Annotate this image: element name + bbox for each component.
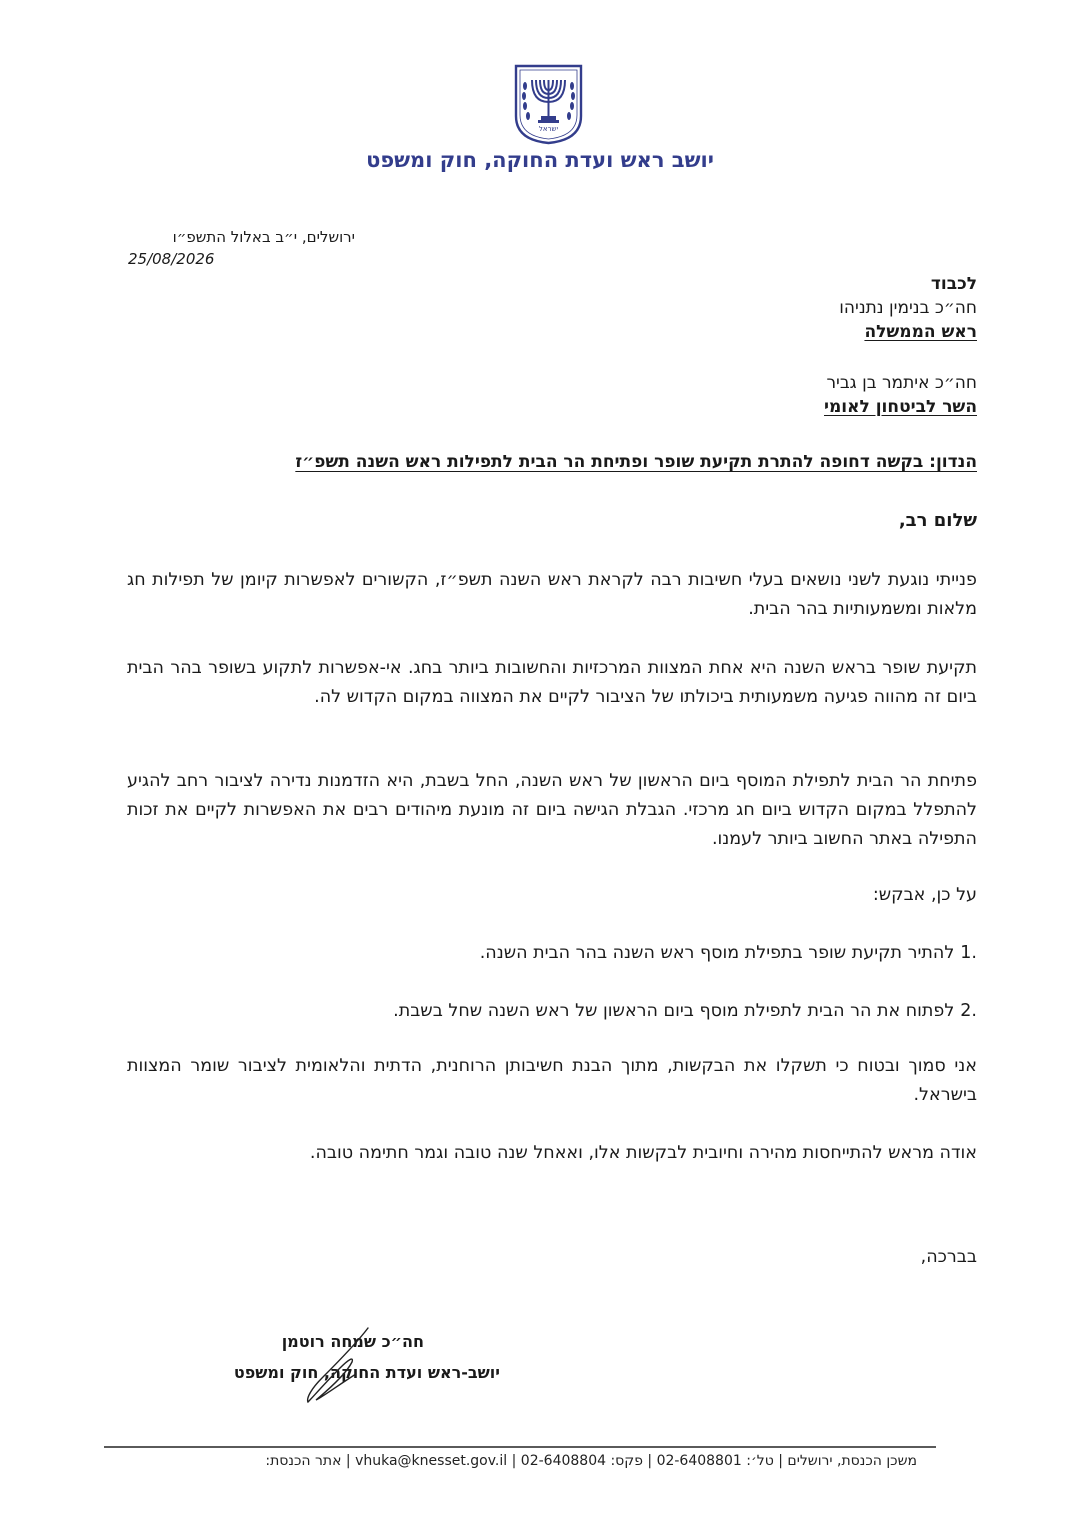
- salutation: לכבוד: [930, 274, 977, 294]
- footer-contact: משכן הכנסת, ירושלים | טל׳: 02-6408801 | פקס: 02-6408804 | vhuka@knesset.gov.il | אתר הכנסת:: [265, 1453, 917, 1469]
- recipient-2-title: השר לביטחון לאומי: [824, 397, 977, 417]
- request-item-1: [480, 939, 977, 968]
- request-item-2: [393, 997, 977, 1026]
- date-block: [70, 226, 355, 270]
- paragraph-confidence: אני סמוך ובטוח כי תשקלו את הבקשות, מתוך הבנת חשיבותן הרוחנית, הדתית והלאומית לציבור שומר המצוות בישראל.: [127, 1056, 977, 1105]
- greeting: שלום רב,: [898, 510, 977, 531]
- request-number: 1.: [960, 943, 977, 963]
- office-title: יושב ראש ועדת החוקה, חוק ומשפט: [366, 148, 714, 172]
- closing: בברכה,: [920, 1247, 977, 1267]
- signatory-title: יושב-ראש ועדת החוקה, חוק ומשפט: [233, 1363, 500, 1382]
- recipient-1-title: ראש הממשלה: [864, 322, 977, 342]
- handwritten-signature: [296, 1326, 396, 1404]
- recipient-2-name: חה״כ איתמר בן גביר: [826, 373, 977, 393]
- signatory-name: חה״כ שמחה רוטמן: [281, 1332, 424, 1351]
- footer-divider: [104, 1446, 936, 1448]
- recipient-1-name: חה״כ בנימין נתניהו: [839, 298, 977, 318]
- paragraph-temple-mount: פתיחת הר הבית לתפילת המוסף ביום הראשון של ראש השנה, החל בשבת, היא הזדמנות נדירה לציבור רחב להגיע להתפלל במקום הקדוש ביום חג מרכזי. הגבלת הגישה ביום זה מונעת מיהודים רבים את האפשרות לקיים את זכות התפילה באתר החשוב ביותר לעמנו.: [127, 771, 977, 849]
- paragraph-thanks: אודה מראש להתייחסות מהירה וחיובית לבקשות אלו, ואאחל שנה טובה וגמר חתימה טובה.: [309, 1143, 977, 1163]
- emblem-text: ישראל: [538, 125, 559, 133]
- hebrew-date: ירושלים, י״ב באלול התשפ״ו: [172, 228, 355, 246]
- request-number: 2.: [960, 1001, 977, 1021]
- request-text: להתיר תקיעת שופר בתפילת מוסף ראש השנה בהר הבית השנה.: [479, 943, 955, 963]
- paragraph-intro: פנייתי נוגעת לשני נושאים בעלי חשיבות רבה לקראת ראש השנה תשפ״ז, הקשורים לאפשרות קיומן של תפילות חג מלאות ומשמעותיות בהר הבית.: [127, 570, 977, 619]
- subject-line: הנדון: בקשה דחופה להתרת תקיעת שופר ופתיחת הר הבית לתפילות ראש השנה תשפ״ז: [295, 452, 977, 472]
- request-text: לפתוח את הר הבית לתפילת מוסף ביום הראשון של ראש השנה שחל בשבת.: [393, 1001, 955, 1021]
- request-intro: על כן, אבקש:: [872, 885, 977, 905]
- knesset-emblem-icon: [514, 64, 583, 145]
- paragraph-shofar: תקיעת שופר בראש השנה היא אחת המצוות המרכזיות והחשובות ביותר בחג. אי-אפשרות לתקוע בשופר בהר הבית ביום זה מהווה פגיעה משמעותית ביכולתו של הציבור לקיים את המצווה במקום הקדוש לה.: [127, 658, 977, 707]
- gregorian-date: 25/08/2026: [128, 250, 215, 268]
